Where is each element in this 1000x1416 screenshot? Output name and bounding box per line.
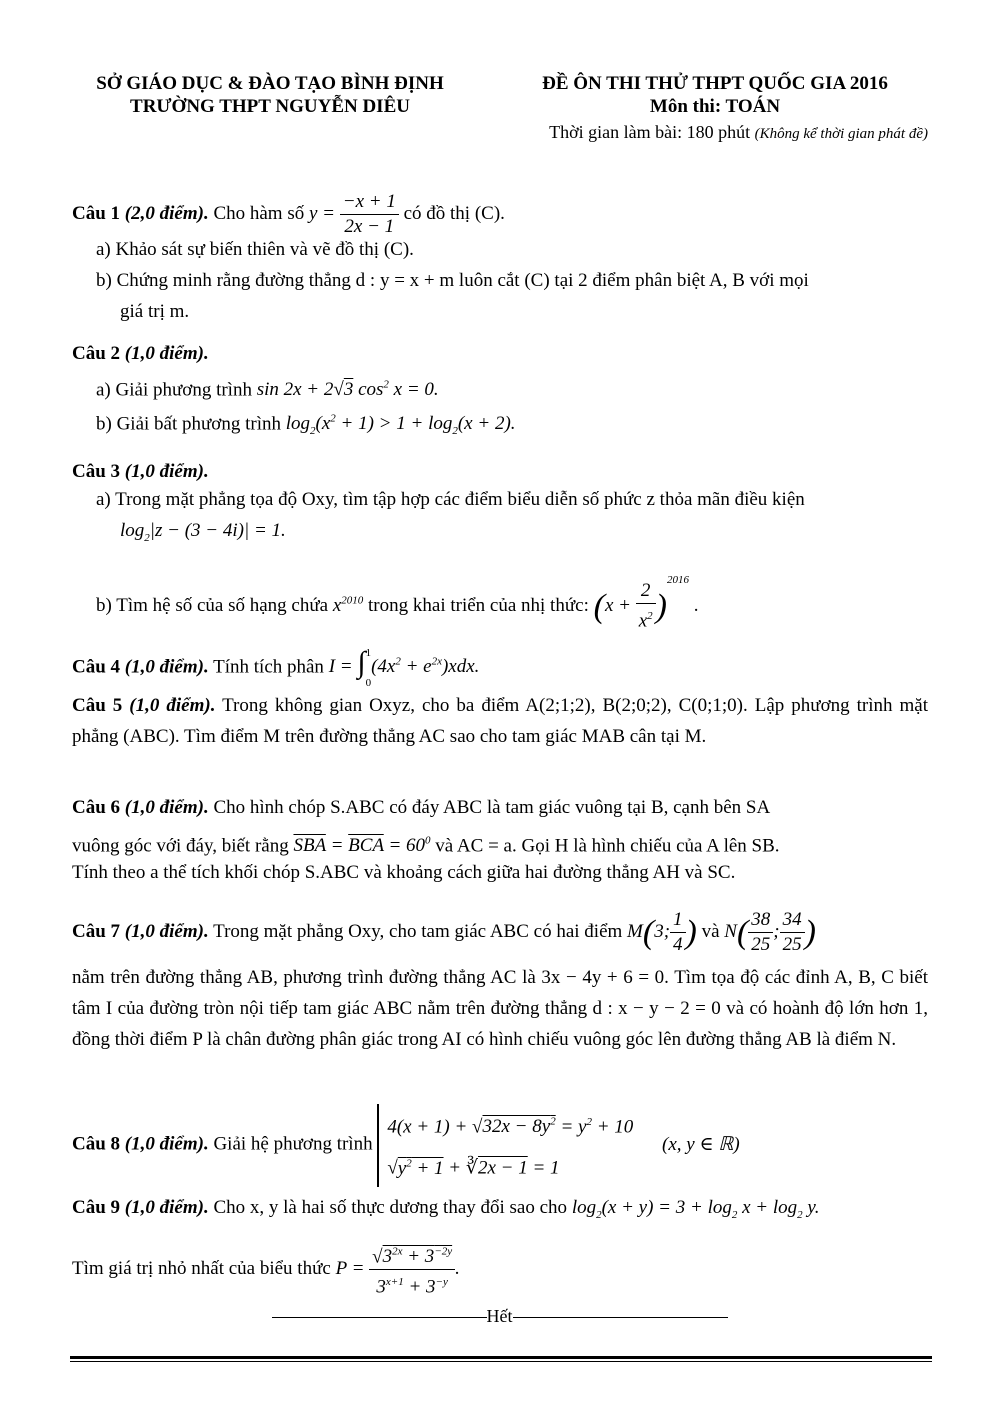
q9-text1: Cho x, y là hai số thực dương thay đổi sao cho	[213, 1197, 568, 1218]
question-4	[72, 638, 928, 698]
q6-points: (1,0 điểm).	[124, 797, 209, 818]
q3-points: (1,0 điểm).	[124, 461, 209, 482]
q2-a-equation: sin 2x + 2√3 $\cos^2 x = 0$.	[256, 379, 439, 401]
end-marker	[262, 1306, 737, 1327]
q1-part-a: a) Khảo sát sự biến thiên và vẽ đồ thị (C).	[96, 239, 414, 260]
q2-part-b	[96, 404, 928, 447]
q7-point-m: M(3; $\frac{1}{4}$ )	[627, 909, 697, 955]
q2-label: Câu 2	[72, 343, 121, 364]
q6-text2b: và AC = a. Gọi H là hình chiếu của A lên SB.	[435, 835, 780, 857]
q5-text: Trong không gian Oxyz, cho ba điểm A(2;1;2), B(2;0;2), C(0;1;0). Lập phương trình mặt phẳng (ABC). Tìm điểm M trên đường thẳng AC sao cho tam giác MAB cân tại M.	[72, 695, 928, 747]
q9-text2: Tìm giá trị nhỏ nhất của biểu thức	[72, 1258, 331, 1280]
q3-label: Câu 3	[72, 461, 121, 482]
question-7	[72, 908, 928, 957]
exam-title: ĐỀ ÔN THI THỬ THPT QUỐC GIA 2016	[542, 73, 888, 94]
q9-line2	[72, 1240, 928, 1300]
question-2	[72, 338, 928, 369]
q4-label: Câu 4	[72, 656, 121, 678]
question-5	[72, 690, 928, 752]
exam-header	[500, 72, 930, 118]
footer-rule	[70, 1356, 932, 1359]
q2-b-text: b) Giải bất phương trình	[96, 413, 281, 435]
q8-system: $4(x + 1) + √32x - 8y^2 = y^2 + 10$ $√y^2 + 1$ + ∛2x − 1 = 1	[377, 1104, 633, 1187]
q6-text1: Cho hình chóp S.ABC có đáy ABC là tam giác vuông tại B, cạnh bên SA	[213, 797, 771, 818]
question-8	[72, 1104, 928, 1187]
q2-part-a	[96, 370, 928, 405]
q8-label: Câu 8	[72, 1133, 121, 1155]
q8-text: Giải hệ phương trình	[213, 1133, 373, 1155]
q6-angles: $\overline{SBA} = \overline{BCA} = 60^0$	[293, 835, 431, 857]
q1-points: (2,0 điểm).	[124, 202, 209, 224]
time-note: (Không kể thời gian phát đề)	[754, 126, 928, 142]
q3-a-condition: $\log_2|z - (3 - 4i)| = 1$.	[120, 520, 286, 544]
question-6	[72, 792, 928, 823]
q3-part-a: a) Trong mặt phẳng tọa độ Oxy, tìm tập hợp các điểm biểu diễn số phức z thỏa mãn điều kiện	[96, 489, 805, 510]
question-3	[72, 456, 928, 487]
q9-label: Câu 9	[72, 1197, 121, 1218]
q1-label: Câu 1	[72, 202, 121, 224]
q4-points: (1,0 điểm).	[124, 656, 209, 678]
q7-text1: Trong mặt phẳng Oxy, cho tam giác ABC có hai điểm	[213, 920, 623, 942]
q3-b-text: b) Tìm hệ số của số hạng chứa	[96, 595, 329, 616]
q5-points: (1,0 điểm).	[129, 695, 216, 716]
q7-point-n: N( $\frac{38}{25}$ ; $\frac{34}{25}$ )	[724, 909, 816, 955]
q7-and: và	[701, 920, 720, 942]
school-name: TRƯỜNG THPT NGUYỄN DIÊU	[130, 96, 410, 117]
q9-condition: $\log_2(x + y) = 3 + \log_2 x + \log_2 y$.	[571, 1197, 820, 1221]
q7-label: Câu 7	[72, 920, 121, 942]
footer-rule-thin	[70, 1361, 932, 1362]
q8-domain: (x, y ∈ ℝ)	[662, 1133, 740, 1155]
q3-binomial: (x + $\frac{2}{x^2}$ )$^{2016}$	[593, 574, 689, 632]
q7-points: (1,0 điểm).	[124, 920, 209, 942]
q6-label: Câu 6	[72, 797, 121, 818]
q5-label: Câu 5	[72, 695, 123, 716]
q6-text3: Tính theo a thể tích khối chóp S.ABC và khoảng cách giữa hai đường thẳng AH và SC.	[72, 862, 736, 883]
q9-expression: P = $\frac{√3^{2x} + 3^{-2y}}{3^{x+1} + 3^{-y}}$ .	[336, 1258, 460, 1279]
q2-a-text: a) Giải phương trình	[96, 379, 252, 401]
q7-text2: nằm trên đường thẳng AB, phương trình đường thẳng AC là 3x − 4y + 6 = 0. Tìm tọa độ các đỉnh A, B, C biết tâm I của đường tròn nội tiếp tam giác ABC nằm trên đường thẳng d : x − y − 2 = 0 và có hoành độ lớn hơn 1, đồng thời điểm P là chân đường phân giác trong AI có hình chiếu vuông góc lên đường thẳng AB là điểm N.	[72, 967, 928, 1050]
subject: Môn thi: TOÁN	[649, 96, 781, 117]
time-limit	[549, 122, 928, 143]
q9-points: (1,0 điểm).	[124, 1197, 209, 1218]
q3-part-b: b) Tìm hệ số của số hạng chứa $x^{2010}$ trong khai triển của nhị thức: (x + $\frac{2}{x^2}$ )$^{2016}$ .	[96, 574, 699, 632]
question-9	[72, 1192, 928, 1231]
q1-tail: có đồ thị (C).	[403, 202, 505, 224]
q1-part-b: b) Chứng minh rằng đường thẳng d : y = x + m luôn cắt (C) tại 2 điểm phân biệt A, B với mọi	[96, 270, 809, 291]
department-name: SỞ GIÁO DỤC & ĐÀO TẠO BÌNH ĐỊNH	[96, 73, 444, 94]
q2-points: (1,0 điểm).	[124, 343, 209, 364]
q3-b-mid: trong khai triển của nhị thức:	[368, 595, 589, 616]
q1-function: y = $\frac{-x + 1}{2x - 1}$	[309, 203, 399, 224]
q2-b-inequality: $\log_2(x^2 + 1) > 1 + \log_2(x + 2)$.	[285, 413, 516, 438]
question-1	[72, 190, 928, 239]
q4-text: Tính tích phân	[213, 656, 324, 678]
q4-integral: I = ∫ 1 0 $(4x^2 + e^{2x})xdx$.	[328, 646, 480, 689]
q1-part-b2: giá trị m.	[120, 301, 190, 322]
q6-text2a: vuông góc với đáy, biết rằng	[72, 835, 289, 857]
school-header	[60, 72, 480, 118]
q8-points: (1,0 điểm).	[124, 1133, 209, 1155]
time-text: Thời gian làm bài: 180 phút	[549, 122, 751, 142]
q1-text: Cho hàm số	[213, 202, 305, 224]
end-text: Hết	[486, 1306, 513, 1326]
